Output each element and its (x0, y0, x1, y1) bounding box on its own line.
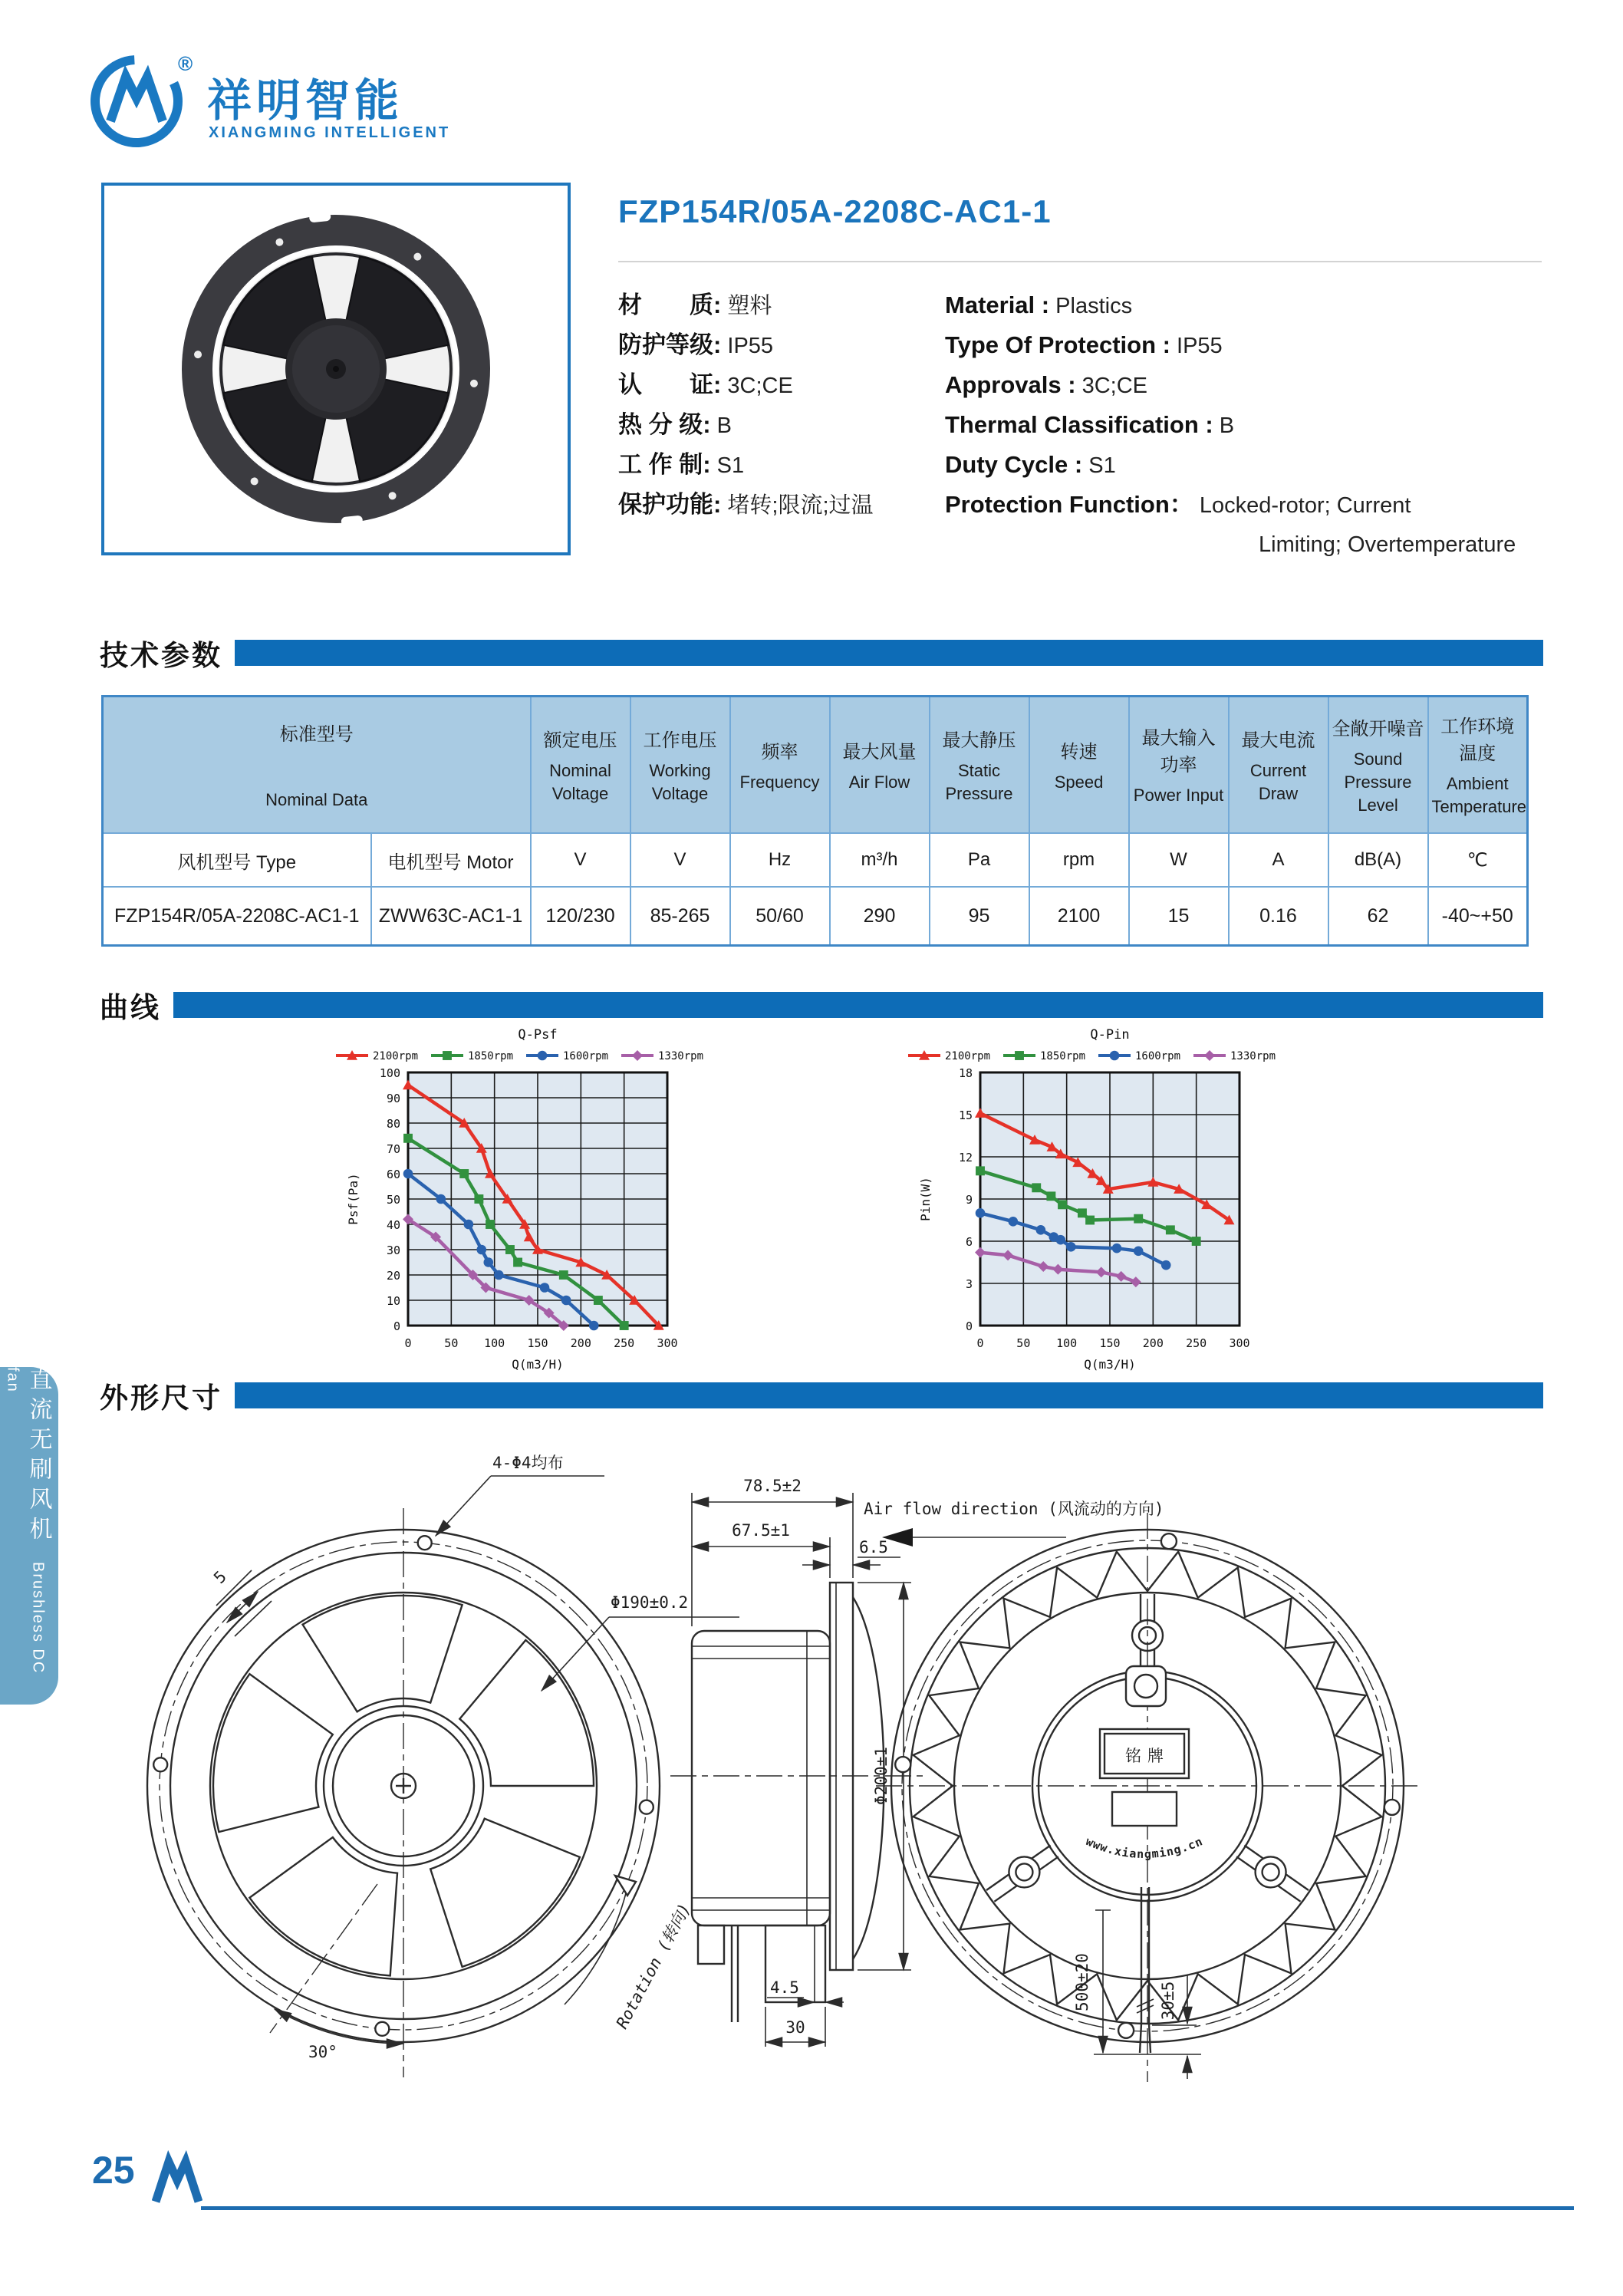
table-value-cell: -40~+50 (1428, 887, 1528, 946)
table-unit-cell: Pa (930, 833, 1029, 887)
page-number: 25 (92, 2149, 135, 2192)
svg-text:150: 150 (527, 1336, 548, 1350)
table-col-header: 转速 Speed (1029, 697, 1129, 834)
svg-text:100: 100 (1056, 1336, 1078, 1350)
svg-text:12: 12 (958, 1151, 973, 1164)
svg-text:10: 10 (386, 1294, 400, 1308)
svg-text:1600rpm: 1600rpm (563, 1050, 609, 1062)
table-unit-cell: dB(A) (1328, 833, 1428, 887)
svg-text:50: 50 (1016, 1336, 1031, 1350)
svg-text:250: 250 (614, 1336, 635, 1350)
svg-text:Q-Psf: Q-Psf (518, 1027, 558, 1043)
table-col-header: 最大输入 功率 Power Input (1129, 697, 1229, 834)
section-bar (235, 640, 1543, 666)
svg-text:300: 300 (657, 1336, 678, 1350)
table-group-header: 标准型号 Nominal Data (103, 697, 531, 834)
spec-row-en: Duty Cycle : S1 (945, 451, 1116, 478)
dim-label-dia190: Φ190±0.2 (611, 1593, 689, 1612)
svg-text:2100rpm: 2100rpm (373, 1050, 419, 1062)
svg-text:1600rpm: 1600rpm (1135, 1050, 1181, 1062)
spec-row-cn: 材 质: 塑料 (618, 292, 772, 318)
table-value-cell: 15 (1129, 887, 1229, 946)
brand-name-en: XIANGMING INTELLIGENT (209, 124, 451, 141)
spec-row-en: Approvals : 3C;CE (945, 371, 1148, 398)
drawing-back-view (876, 1513, 1419, 2082)
brand-logo-icon (87, 43, 202, 158)
spec-row-en-cont: Limiting; Overtemperature (1259, 532, 1516, 557)
spec-row-cn: 保护功能: 堵转;限流;过温 (618, 491, 874, 518)
chart-q-pin (897, 1022, 1296, 1375)
drawing-front-view (147, 1454, 739, 2077)
technical-parameters-table (101, 695, 1529, 947)
svg-text:80: 80 (386, 1117, 400, 1131)
svg-text:0: 0 (404, 1336, 412, 1350)
table-unit-cell: W (1129, 833, 1229, 887)
dim-label-dia200: Φ200±1 (872, 1747, 891, 1805)
spec-row-en: Material : Plastics (945, 292, 1133, 318)
svg-text:1330rpm: 1330rpm (1230, 1050, 1276, 1062)
dim-label-flange: 6.5 (859, 1538, 888, 1556)
table-value-cell: 120/230 (531, 887, 630, 946)
spec-row-cn: 认 证: 3C;CE (618, 371, 793, 398)
svg-text:Pin(W): Pin(W) (918, 1177, 933, 1221)
chart-q-psf (325, 1022, 724, 1375)
section-title: 外形尺寸 (100, 1382, 222, 1414)
table-unit-cell: ℃ (1428, 833, 1528, 887)
table-col-header: 最大风量 Air Flow (830, 697, 930, 834)
product-photo-frame (101, 183, 571, 555)
table-unit-cell: m³/h (830, 833, 930, 887)
registered-mark: ® (178, 52, 193, 75)
table-unit-cell: Hz (730, 833, 830, 887)
nameplate-label: 铭牌 (1125, 1747, 1170, 1765)
side-tab-brushless-dc-fan (0, 1367, 58, 1705)
svg-text:2100rpm: 2100rpm (945, 1050, 991, 1062)
dim-label-strip-length: 30±5 (1159, 1981, 1177, 2021)
product-photo (104, 186, 568, 552)
spec-row-en: Protection Function： Locked-rotor; Current (945, 491, 1411, 518)
dim-label-depth-total: 78.5±2 (743, 1477, 802, 1495)
svg-text:9: 9 (965, 1193, 973, 1207)
dimension-drawings (74, 1433, 1473, 2131)
dim-label-holes: 4-Φ4均布 (492, 1454, 564, 1472)
svg-text:100: 100 (379, 1066, 400, 1080)
section-title: 曲线 (100, 992, 161, 1023)
table-value-cell: 2100 (1029, 887, 1129, 946)
section-header-curves (100, 984, 1543, 1026)
svg-text:50: 50 (444, 1336, 459, 1350)
svg-text:20: 20 (386, 1269, 400, 1283)
table-unit-cell: A (1229, 833, 1328, 887)
spec-row-cn: 热 分 级: B (618, 411, 732, 438)
table-col-header: 工作电压 Working Voltage (630, 697, 730, 834)
page-title-model: FZP154R/05A-2208C-AC1-1 (618, 193, 1052, 229)
table-col-header: 全敞开噪音 Sound Pressure Level (1328, 697, 1428, 834)
table-unit-cell: rpm (1029, 833, 1129, 887)
website-curved-text: www.xiangming.cn (1083, 1834, 1206, 1862)
section-title: 技术参数 (100, 640, 222, 671)
svg-text:300: 300 (1229, 1336, 1250, 1350)
spec-row-en: Thermal Classification : B (945, 411, 1235, 438)
footer-divider-line (201, 2206, 1574, 2210)
svg-text:250: 250 (1186, 1336, 1207, 1350)
svg-text:150: 150 (1099, 1336, 1121, 1350)
dim-label-foot-width: 30 (785, 2018, 805, 2037)
dim-label-angle30: 30° (308, 2043, 337, 2061)
table-value-type: FZP154R/05A-2208C-AC1-1 (103, 887, 371, 946)
dim-label-wire-length: 500±20 (1073, 1953, 1091, 2011)
table-value-cell: 0.16 (1229, 887, 1328, 946)
section-header-tech-params (100, 632, 1543, 674)
table-col-header: 频率 Frequency (730, 697, 830, 834)
table-unit-cell: V (630, 833, 730, 887)
table-value-cell: 290 (830, 887, 930, 946)
table-col-header: 最大电流 Current Draw (1229, 697, 1328, 834)
section-bar (173, 992, 1543, 1018)
svg-text:200: 200 (570, 1336, 591, 1350)
svg-text:60: 60 (386, 1168, 400, 1181)
brand-name-cn: 祥明智能 (207, 76, 404, 126)
table-subheader-type: 风机型号 Type (103, 833, 371, 887)
svg-text:100: 100 (484, 1336, 505, 1350)
table-col-header: 额定电压 Nominal Voltage (531, 697, 630, 834)
section-bar (235, 1382, 1543, 1408)
svg-text:1850rpm: 1850rpm (468, 1050, 514, 1062)
svg-text:70: 70 (386, 1142, 400, 1156)
svg-text:6: 6 (965, 1235, 973, 1249)
table-subheader-motor: 电机型号 Motor (371, 833, 531, 887)
spec-row-en: Type Of Protection : IP55 (945, 331, 1223, 358)
table-value-motor: ZWW63C-AC1-1 (371, 887, 531, 946)
svg-text:18: 18 (958, 1066, 973, 1080)
spec-list-cn (618, 285, 874, 525)
rotation-label: Rotation (转向) (612, 1900, 694, 2032)
svg-text:0: 0 (976, 1336, 984, 1350)
dim-label-foot-thickness: 4.5 (770, 1978, 799, 1997)
svg-text:50: 50 (386, 1193, 400, 1207)
svg-text:30: 30 (386, 1244, 400, 1257)
svg-text:200: 200 (1142, 1336, 1164, 1350)
table-value-cell: 85-265 (630, 887, 730, 946)
svg-text:15: 15 (958, 1108, 973, 1122)
table-value-cell: 50/60 (730, 887, 830, 946)
table-value-cell: 95 (930, 887, 1029, 946)
dim-label-depth-body: 67.5±1 (732, 1521, 790, 1540)
svg-text:40: 40 (386, 1218, 400, 1232)
title-divider (618, 261, 1542, 262)
svg-text:Psf(Pa): Psf(Pa) (346, 1173, 360, 1225)
svg-text:90: 90 (386, 1092, 400, 1105)
table-col-header: 最大静压 Static Pressure (930, 697, 1029, 834)
table-value-cell: 62 (1328, 887, 1428, 946)
section-header-dimensions (100, 1375, 1543, 1416)
svg-text:Q(m3/H): Q(m3/H) (1084, 1357, 1136, 1372)
svg-text:Q-Pin: Q-Pin (1090, 1027, 1130, 1043)
svg-text:0: 0 (393, 1319, 400, 1333)
table-col-header: 工作环境温度 Ambient Temperature (1428, 697, 1528, 834)
svg-text:0: 0 (965, 1319, 973, 1333)
table-unit-cell: V (531, 833, 630, 887)
spec-list-en (945, 285, 1516, 565)
airflow-label: Air flow direction (风流动的方向) (864, 1500, 1164, 1518)
svg-text:Q(m3/H): Q(m3/H) (512, 1357, 564, 1372)
footer-logo-icon (152, 2149, 202, 2205)
side-tab-label-en: Brushless DC fan (4, 1367, 47, 1675)
spec-row-cn: 防护等级: IP55 (618, 331, 774, 358)
svg-text:1330rpm: 1330rpm (658, 1050, 704, 1062)
side-tab-label-cn: 直流无刷风机 (25, 1367, 51, 1547)
svg-text:3: 3 (965, 1277, 973, 1291)
svg-text:1850rpm: 1850rpm (1040, 1050, 1086, 1062)
spec-row-cn: 工 作 制: S1 (618, 451, 745, 478)
dim-label-5: 5 (210, 1567, 231, 1588)
